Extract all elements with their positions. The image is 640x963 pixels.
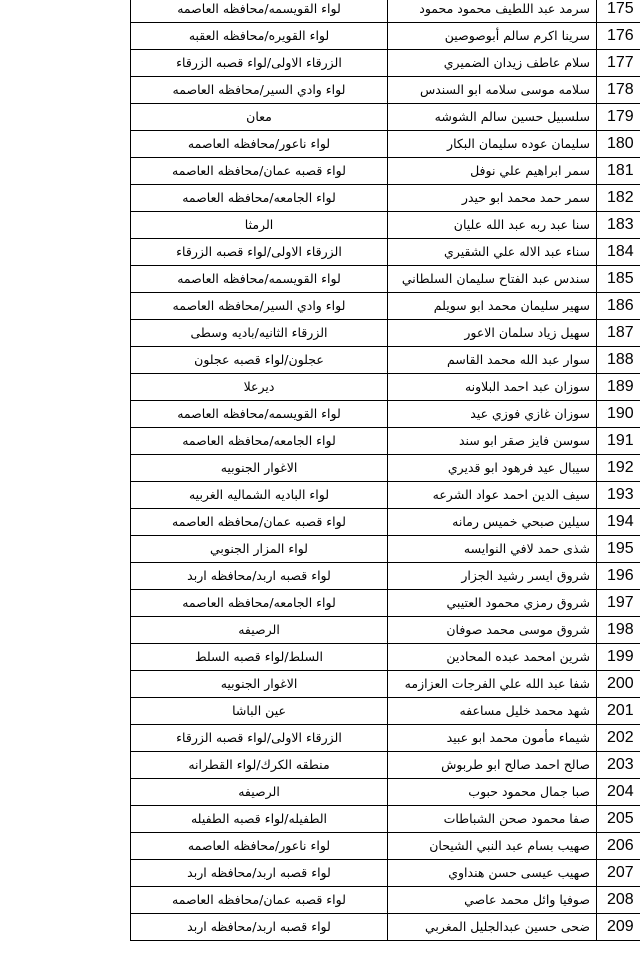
table-row (131, 698, 640, 725)
number-cell: 180 (597, 131, 640, 158)
name-cell: سلامه موسى سلامه ابو السندس (388, 77, 597, 104)
region-cell: منطقه الكرك/لواء القطرانه (131, 752, 388, 779)
name-cell: شذى حمد لافي النوايسه (388, 536, 597, 563)
number-cell: 205 (597, 806, 640, 833)
number-cell: 193 (597, 482, 640, 509)
number-cell: 192 (597, 455, 640, 482)
region-cell: لواء القويره/محافظه العقبه (131, 23, 388, 50)
table-row (131, 860, 640, 887)
region-cell: لواء ناعور/محافظه العاصمه (131, 131, 388, 158)
region-cell: الزرقاء الاولى/لواء قصبه الزرقاء (131, 239, 388, 266)
table-row (131, 806, 640, 833)
region-cell: الرمثا (131, 212, 388, 239)
table-row (131, 212, 640, 239)
region-cell: السلط/لواء قصبه السلط (131, 644, 388, 671)
table-row (131, 185, 640, 212)
table-row (131, 401, 640, 428)
table-row (131, 482, 640, 509)
number-cell: 183 (597, 212, 640, 239)
table-row (131, 644, 640, 671)
number-cell: 182 (597, 185, 640, 212)
region-cell: الرصيفه (131, 779, 388, 806)
number-cell: 187 (597, 320, 640, 347)
number-cell: 199 (597, 644, 640, 671)
number-cell: 206 (597, 833, 640, 860)
region-cell: الاغوار الجنوبيه (131, 671, 388, 698)
region-cell: لواء قصبه عمان/محافظه العاصمه (131, 509, 388, 536)
region-cell: لواء وادي السير/محافظه العاصمه (131, 293, 388, 320)
name-cell: سوزان غازي فوزي عيد (388, 401, 597, 428)
roster-table (130, 0, 640, 941)
name-cell: سيف الدين احمد عواد الشرعه (388, 482, 597, 509)
name-cell: سوسن فايز صقر ابو سند (388, 428, 597, 455)
name-cell: صفا محمود صحن الشباطات (388, 806, 597, 833)
table-row (131, 374, 640, 401)
region-cell: معان (131, 104, 388, 131)
name-cell: سوزان عبد احمد البلاونه (388, 374, 597, 401)
name-cell: صالح احمد صالح ابو طربوش (388, 752, 597, 779)
region-cell: لواء وادي السير/محافظه العاصمه (131, 77, 388, 104)
number-cell: 209 (597, 914, 640, 941)
region-cell: الرصيفه (131, 617, 388, 644)
name-cell: سليمان عوده سليمان البكار (388, 131, 597, 158)
region-cell: لواء قصبه اربد/محافظه اربد (131, 860, 388, 887)
region-cell: لواء المزار الجنوبي (131, 536, 388, 563)
table-row (131, 320, 640, 347)
region-cell: لواء الباديه الشماليه الغربيه (131, 482, 388, 509)
region-cell: لواء الجامعه/محافظه العاصمه (131, 185, 388, 212)
region-cell: لواء الجامعه/محافظه العاصمه (131, 590, 388, 617)
table-row (131, 428, 640, 455)
name-cell: شهد محمد خليل مساعفه (388, 698, 597, 725)
table-row (131, 293, 640, 320)
name-cell: سندس عبد الفتاح سليمان السلطاني (388, 266, 597, 293)
table-row (131, 50, 640, 77)
number-cell: 186 (597, 293, 640, 320)
name-cell: سرمد عبد اللطيف محمود محمود (388, 0, 597, 23)
table-row (131, 131, 640, 158)
name-cell: سلام عاطف زيدان الضميري (388, 50, 597, 77)
region-cell: لواء قصبه اربد/محافظه اربد (131, 914, 388, 941)
table-row (131, 725, 640, 752)
table-row (131, 536, 640, 563)
table-row (131, 563, 640, 590)
number-cell: 188 (597, 347, 640, 374)
number-cell: 189 (597, 374, 640, 401)
name-cell: سنا عبد ربه عبد الله عليان (388, 212, 597, 239)
number-cell: 207 (597, 860, 640, 887)
table-row (131, 914, 640, 941)
name-cell: صهيب بسام عبد النبي الشيحان (388, 833, 597, 860)
number-cell: 204 (597, 779, 640, 806)
region-cell: الزرقاء الثانيه/باديه وسطى (131, 320, 388, 347)
number-cell: 181 (597, 158, 640, 185)
number-cell: 179 (597, 104, 640, 131)
table-row (131, 239, 640, 266)
name-cell: سلسبيل حسين سالم الشوشه (388, 104, 597, 131)
table-row (131, 509, 640, 536)
number-cell: 185 (597, 266, 640, 293)
name-cell: سهيل زياد سلمان الاعور (388, 320, 597, 347)
name-cell: سيلين صبحي خميس رمانه (388, 509, 597, 536)
table-row (131, 455, 640, 482)
table-row (131, 0, 640, 23)
number-cell: 194 (597, 509, 640, 536)
table-row (131, 77, 640, 104)
number-cell: 201 (597, 698, 640, 725)
table-row (131, 887, 640, 914)
number-cell: 200 (597, 671, 640, 698)
number-cell: 175 (597, 0, 640, 23)
name-cell: سناء عبد الاله علي الشقيري (388, 239, 597, 266)
table-row (131, 752, 640, 779)
name-cell: ضحى حسين عبدالجليل المغربي (388, 914, 597, 941)
roster-sheet (130, 0, 640, 941)
number-cell: 178 (597, 77, 640, 104)
name-cell: سوار عبد الله محمد القاسم (388, 347, 597, 374)
name-cell: شروق ايسر رشيد الجزار (388, 563, 597, 590)
table-row (131, 158, 640, 185)
number-cell: 208 (597, 887, 640, 914)
table-row (131, 671, 640, 698)
region-cell: لواء قصبه عمان/محافظه العاصمه (131, 887, 388, 914)
name-cell: سهير سليمان محمد ابو سويلم (388, 293, 597, 320)
name-cell: صهيب عيسى حسن هنداوي (388, 860, 597, 887)
name-cell: صبا جمال محمود حبوب (388, 779, 597, 806)
name-cell: شفا عبد الله علي الفرجات العزازمه (388, 671, 597, 698)
region-cell: لواء القويسمه/محافظه العاصمه (131, 0, 388, 23)
table-row (131, 833, 640, 860)
name-cell: شيماء مأمون محمد ابو عبيد (388, 725, 597, 752)
region-cell: الزرقاء الاولى/لواء قصبه الزرقاء (131, 50, 388, 77)
name-cell: شرين امحمد عبده المحادين (388, 644, 597, 671)
region-cell: لواء القويسمه/محافظه العاصمه (131, 266, 388, 293)
name-cell: سرينا اكرم سالم أبوصوصين (388, 23, 597, 50)
name-cell: سمر ابراهيم علي نوفل (388, 158, 597, 185)
table-row (131, 266, 640, 293)
number-cell: 176 (597, 23, 640, 50)
number-cell: 191 (597, 428, 640, 455)
number-cell: 196 (597, 563, 640, 590)
name-cell: سيبال عيد فرهود ابو قديري (388, 455, 597, 482)
region-cell: الطفيله/لواء قصبه الطفيله (131, 806, 388, 833)
region-cell: عجلون/لواء قصبه عجلون (131, 347, 388, 374)
table-row (131, 104, 640, 131)
region-cell: لواء القويسمه/محافظه العاصمه (131, 401, 388, 428)
table-row (131, 590, 640, 617)
number-cell: 184 (597, 239, 640, 266)
region-cell: لواء قصبه عمان/محافظه العاصمه (131, 158, 388, 185)
table-row (131, 23, 640, 50)
number-cell: 202 (597, 725, 640, 752)
number-cell: 203 (597, 752, 640, 779)
number-cell: 195 (597, 536, 640, 563)
number-cell: 197 (597, 590, 640, 617)
region-cell: الزرقاء الاولى/لواء قصبه الزرقاء (131, 725, 388, 752)
name-cell: شروق موسى محمد صوفان (388, 617, 597, 644)
region-cell: لواء قصبه اربد/محافظه اربد (131, 563, 388, 590)
name-cell: شروق رمزي محمود العتيبي (388, 590, 597, 617)
region-cell: ديرعلا (131, 374, 388, 401)
number-cell: 190 (597, 401, 640, 428)
region-cell: عين الباشا (131, 698, 388, 725)
table-row (131, 347, 640, 374)
roster-body (131, 0, 640, 941)
number-cell: 198 (597, 617, 640, 644)
region-cell: لواء الجامعه/محافظه العاصمه (131, 428, 388, 455)
region-cell: لواء ناعور/محافظه العاصمه (131, 833, 388, 860)
region-cell: الاغوار الجنوبيه (131, 455, 388, 482)
number-cell: 177 (597, 50, 640, 77)
name-cell: سمر حمد محمد ابو حيدر (388, 185, 597, 212)
table-row (131, 617, 640, 644)
name-cell: صوفيا وائل محمد عاصي (388, 887, 597, 914)
table-row (131, 779, 640, 806)
